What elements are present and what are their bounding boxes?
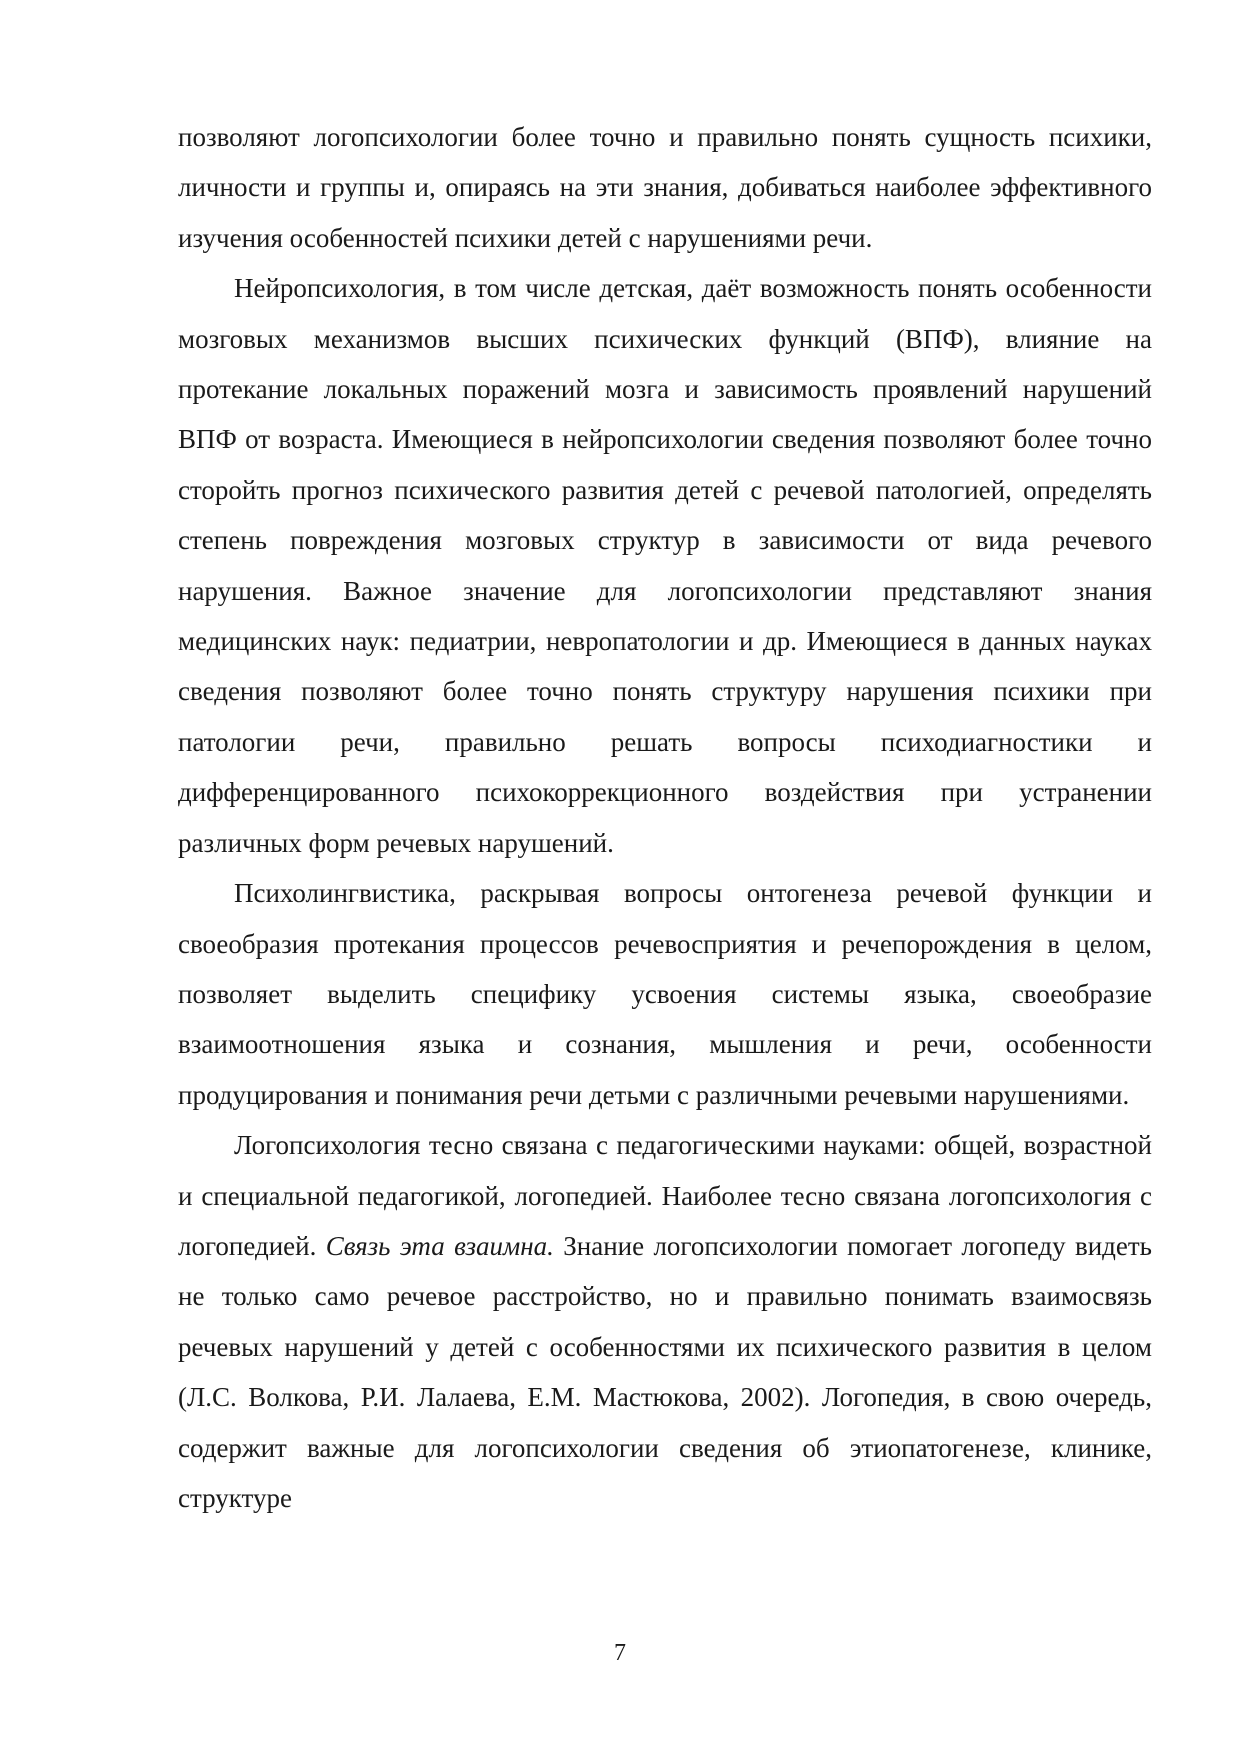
page-text	[178, 112, 1152, 1523]
paragraph-psycholinguistics: Психолингвистика, раскрывая вопросы онтогенеза речевой функции и своеобразия протекания процессов речевосприятия и речепорождения в целом, позволяет выделить специфику усвоения системы языка, своеобразие взаимоотношения языка и сознания, мышления и речи, особенности продуцирования и понимания речи детьми с различными речевыми нарушениями.	[178, 878, 1152, 1110]
paragraph-continuation: позволяют логопсихологии более точно и правильно понять сущность психики, личности и группы и, опираясь на эти знания, добиваться наиболее эффективного изучения особенностей психики детей с нарушениями речи.	[178, 122, 1152, 253]
paragraph-pedagogy-text-before: Логопсихология тесно связана с педагогическими науками: общей, возрастной и специальной педагогикой, логопедией. Наиболее тесно связана логопсихология с логопедией.	[178, 1130, 1152, 1261]
paragraph-pedagogy-emphasis: Связь эта взаимна.	[325, 1230, 554, 1261]
page-number: 7	[614, 1640, 626, 1666]
paragraph-pedagogy-text-after: Знание логопсихологии помогает логопеду видеть не только само речевое расстройство, но и правильно понимать взаимосвязь речевых нарушений у детей с особенностями их психического развития в целом (Л.С. Волкова, Р.И. Лалаева, Е.М. Мастюкова, 2002). Логопедия, в свою очередь, содержит важные для логопсихологии сведения об этиопатогенезе, клинике, структуре	[178, 1230, 1152, 1513]
paragraph-pedagogy	[178, 1120, 1152, 1523]
paragraph-neuropsychology: Нейропсихология, в том числе детская, даёт возможность понять особенности мозговых механизмов высших психических функций (ВПФ), влияние на протекание локальных поражений мозга и зависимость проявлений нарушений ВПФ от возраста. Имеющиеся в нейропсихологии сведения позволяют более точно сторойть прогноз психического развития детей с речевой патологией, определять степень повреждения мозговых структур в зависимости от вида речевого нарушения. Важное значение для логопсихологии представляют знания медицинских наук: педиатрии, невропатологии и др. Имеющиеся в данных науках сведения позволяют более точно понять структуру нарушения психики при патологии речи, правильно решать вопросы психодиагностики и дифференцированного психокоррекционного воздействия при устранении различных форм речевых нарушений.	[178, 273, 1152, 858]
